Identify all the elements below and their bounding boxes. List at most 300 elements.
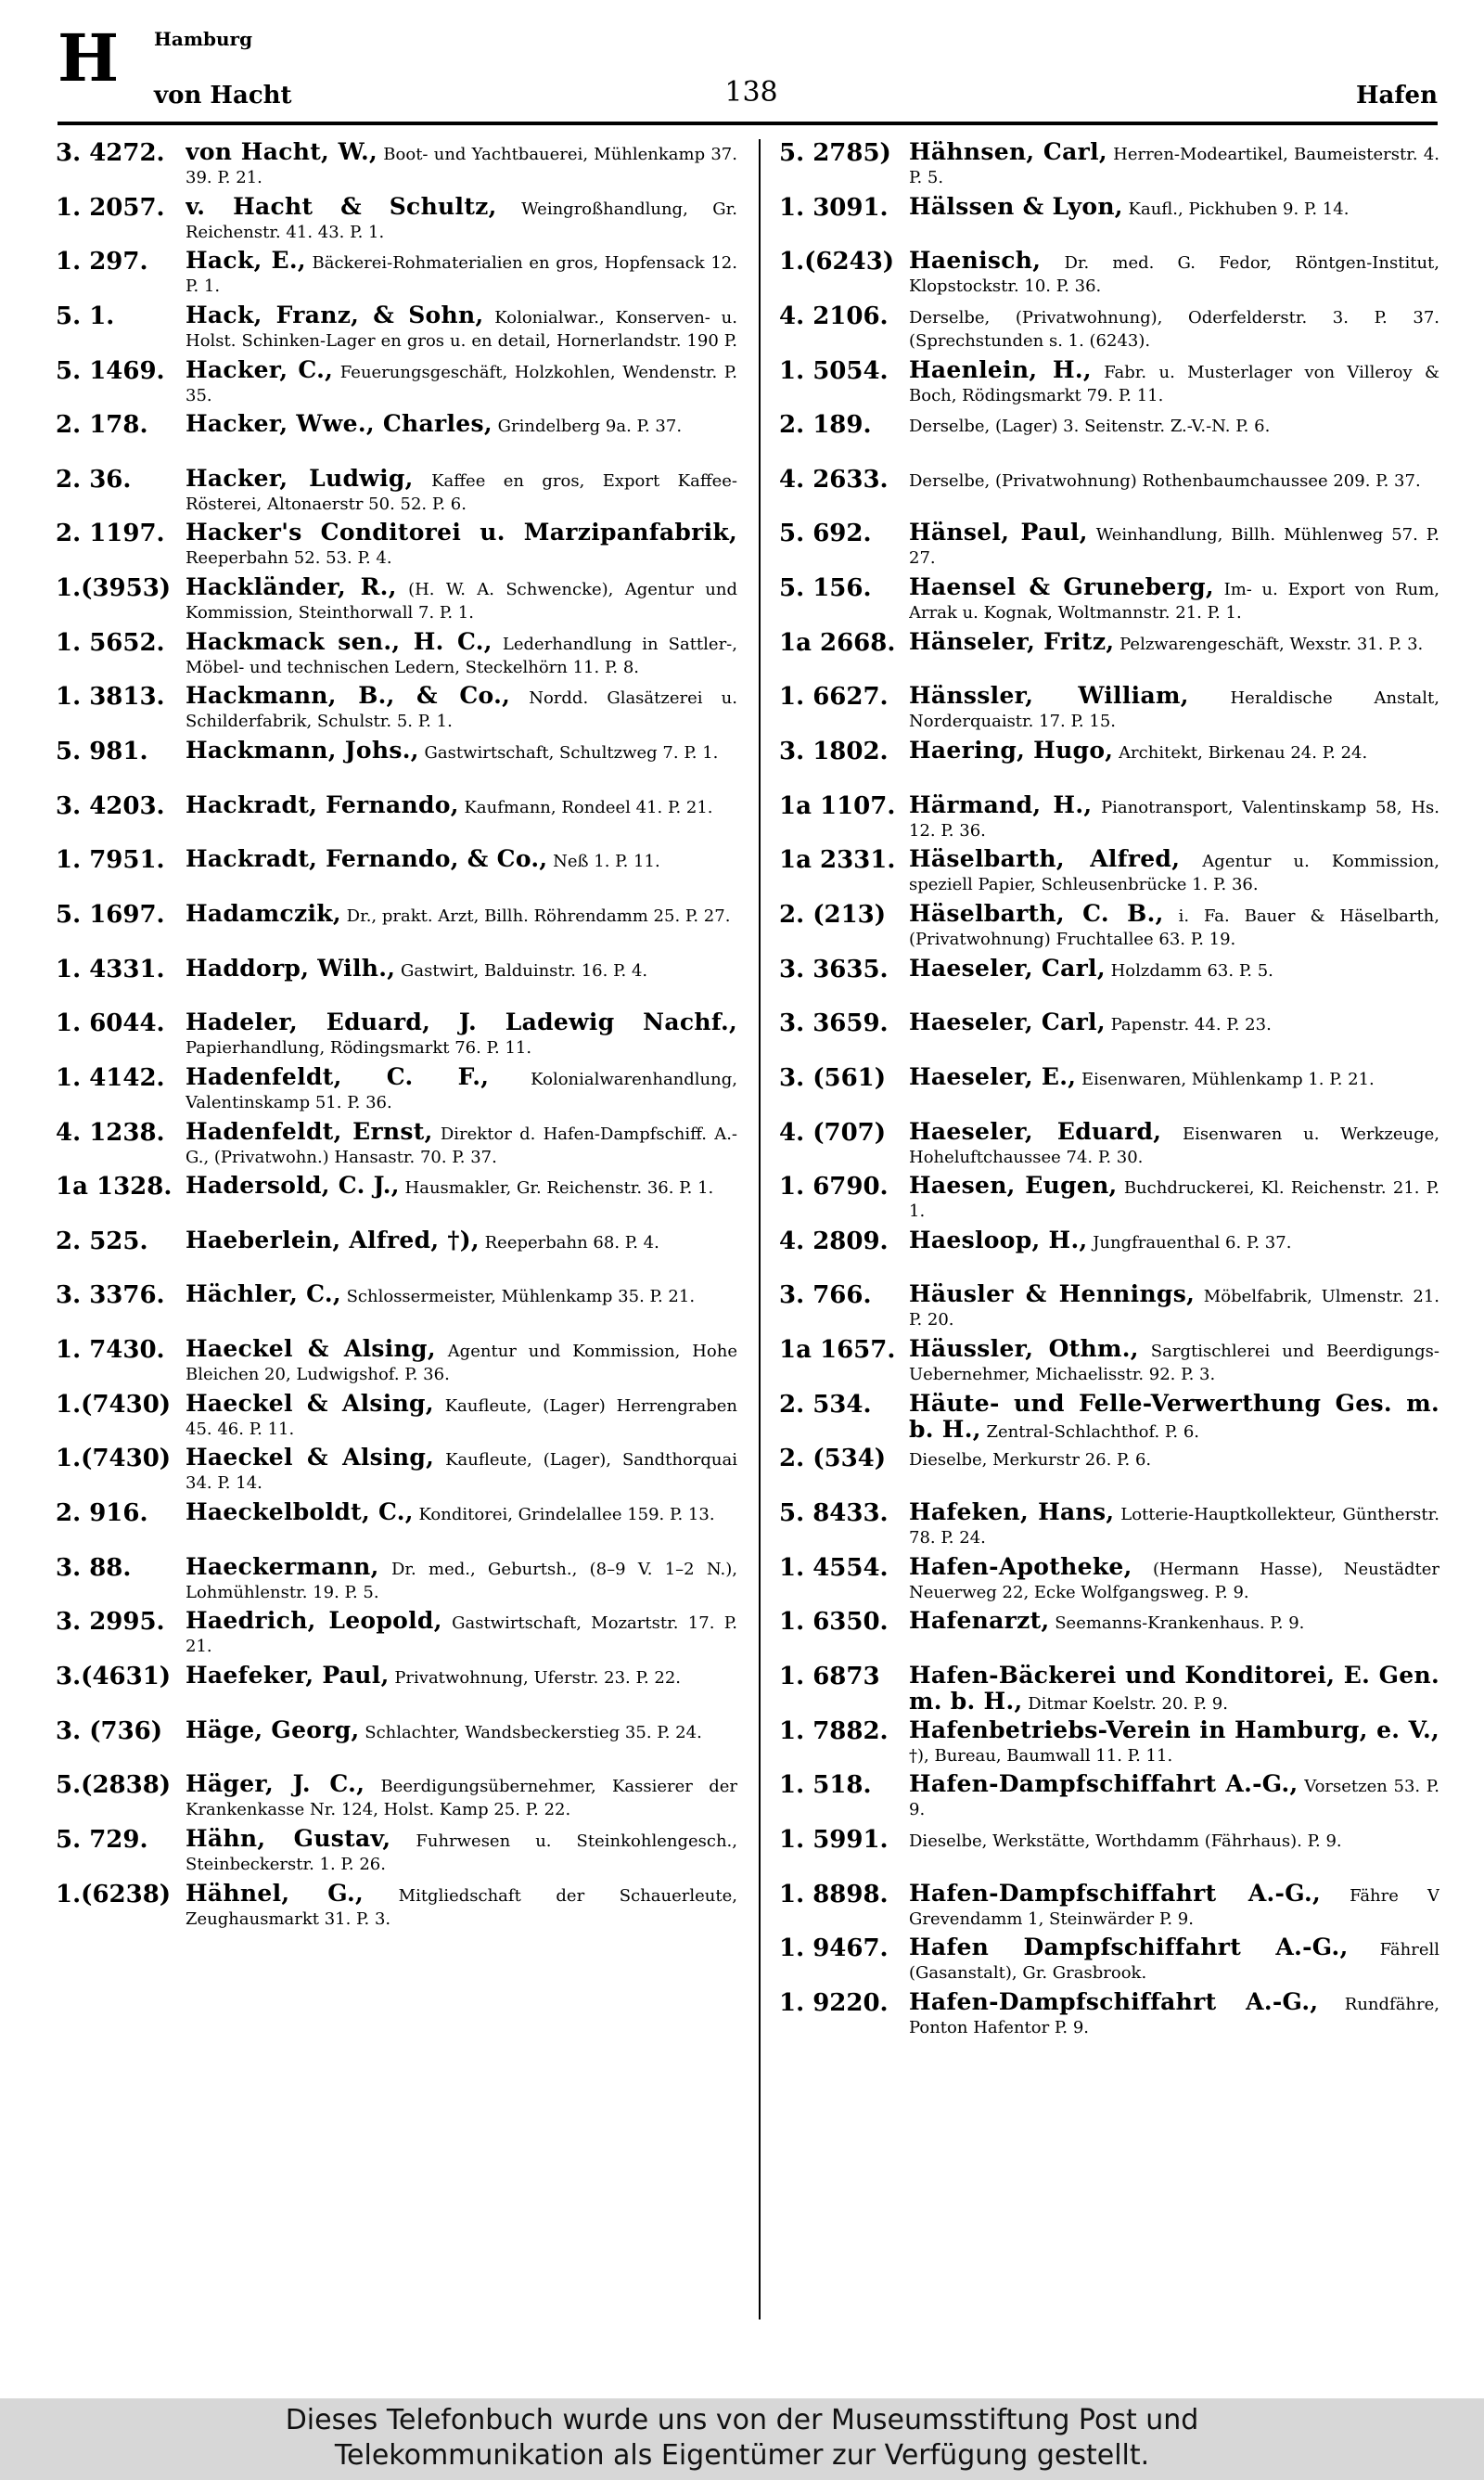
directory-entry <box>779 1062 1439 1117</box>
phone-number: 1. 297. <box>56 248 148 276</box>
subscriber-name: Haeckelboldt, C., <box>186 1500 414 1526</box>
directory-entry <box>56 355 737 410</box>
directory-entry <box>779 1171 1439 1226</box>
directory-entry <box>56 844 737 899</box>
phone-number: 3. 1802. <box>779 738 889 766</box>
subscriber-name: Haesloop, H., <box>909 1227 1088 1253</box>
subscriber-details: Sargtischlerei und Beerdigungs-Uebernehmer, Michaelisstr. 92. P. 3. <box>909 1342 1439 1385</box>
subscriber-details: Reeperbahn 52. 53. P. 4. <box>186 548 392 569</box>
directory-entry <box>56 736 737 790</box>
directory-entry <box>56 1661 737 1715</box>
subscriber-name: Hänssler, William, <box>909 684 1189 710</box>
subscriber-details: Gastwirtschaft, Schultzweg 7. P. 1. <box>424 743 719 764</box>
phone-number: 5. 1469. <box>56 356 165 385</box>
phone-number: 2. 525. <box>56 1227 148 1255</box>
subscriber-details: Direktor d. Hafen-Dampfschiff. A.-G., (Privatwohn.) Hansastr. 70. P. 37. <box>186 1124 737 1167</box>
subscriber-details: Bäckerei-Rohmaterialien en gros, Hopfensack 12. P. 1. <box>186 253 737 297</box>
entry-text <box>186 1446 737 1495</box>
entry-text <box>909 1882 1439 1931</box>
phone-number: 5. 8433. <box>779 1499 889 1528</box>
phone-number: 1. 518. <box>779 1771 872 1800</box>
directory-entry <box>779 736 1439 790</box>
entry-text <box>909 1555 1439 1604</box>
phone-number: 1. 2057. <box>56 193 165 222</box>
phone-number: 2. 36. <box>56 465 132 494</box>
entry-text <box>186 1392 737 1441</box>
subscriber-details: Weinhandlung, Billh. Mühlenweg 57. P. 27. <box>909 525 1439 569</box>
entry-text <box>909 1772 1439 1821</box>
phone-number: 1a 1657. <box>779 1336 896 1365</box>
directory-entry <box>779 899 1439 954</box>
subscriber-details: Fabr. u. Musterlager von Villeroy & Boch, Rödingsmarkt 79. P. 11. <box>909 362 1439 405</box>
entry-text <box>909 1392 1439 1442</box>
entry-text <box>909 847 1439 896</box>
subscriber-details: Im- u. Export von Rum, Arrak u. Kognak, Woltmannstr. 21. P. 1. <box>909 580 1439 623</box>
subscriber-details: Privatwohnung, Uferstr. 23. P. 22. <box>394 1667 682 1688</box>
subscriber-name: Hänsel, Paul, <box>909 520 1088 546</box>
subscriber-details: Holzdamm 63. P. 5. <box>1110 960 1273 981</box>
subscriber-details: Kolonialwarenhandlung, Valentinskamp 51. P. 36. <box>186 1069 737 1112</box>
phone-number: 4. 2809. <box>779 1227 889 1255</box>
subscriber-name: Haeseler, Eduard, <box>909 1119 1162 1145</box>
directory-entry <box>56 1497 737 1552</box>
directory-entry <box>56 1879 737 1934</box>
subscriber-name: Hackmann, B., & Co., <box>186 684 511 710</box>
directory-entry <box>56 1824 737 1879</box>
subscriber-details: Dieselbe, Merkurstr 26. P. 6. <box>909 1450 1152 1471</box>
subscriber-name: Häusler & Hennings, <box>909 1282 1196 1308</box>
phone-number: 1. 7882. <box>779 1716 889 1745</box>
phone-number: 1a 2668. <box>779 628 896 657</box>
entry-text <box>909 1174 1439 1223</box>
subscriber-name: Hack, E., <box>186 249 306 275</box>
directory-entry <box>56 1279 737 1334</box>
phone-number: 1a 2331. <box>779 846 896 875</box>
entry-text <box>186 303 737 353</box>
subscriber-name: Hacker, Wwe., Charles, <box>186 412 493 438</box>
subscriber-details: Lotterie-Hauptkollekteur, Güntherstr. 78. P. 24. <box>909 1505 1439 1548</box>
subscriber-name: Haeckel & Alsing, <box>186 1391 434 1417</box>
entry-text <box>186 739 737 765</box>
directory-entry <box>56 1008 737 1062</box>
entry-text <box>186 467 737 516</box>
entry-text <box>186 358 737 407</box>
entry-text <box>186 1664 737 1690</box>
page-number: 138 <box>724 76 778 109</box>
footer-line-2: Telekommunikation als Eigentümer zur Verfügung gestellt. <box>334 2439 1150 2472</box>
entry-text <box>909 902 1439 951</box>
subscriber-name: Haenlein, H., <box>909 357 1092 383</box>
subscriber-name: Hafenbetriebs-Verein in Hamburg, e. V., <box>909 1717 1439 1743</box>
directory-entry <box>779 518 1439 572</box>
entry-text <box>909 1827 1439 1853</box>
subscriber-name: Hackmann, Johs., <box>186 739 419 765</box>
directory-entry <box>779 1117 1439 1172</box>
directory-entry <box>56 790 737 845</box>
subscriber-name: Häge, Georg, <box>186 1717 360 1743</box>
subscriber-details: Herren-Modeartikel, Baumeisterstr. 4. P. 5. <box>909 145 1439 187</box>
subscriber-name: Haeckermann, <box>186 1554 379 1580</box>
subscriber-details: Gastwirtschaft, Mozartstr. 17. P. 21. <box>186 1613 737 1657</box>
phone-number: 1. 6627. <box>779 683 889 712</box>
subscriber-details: Heraldische Anstalt, Norderquaistr. 17. P. 15. <box>909 688 1439 732</box>
entry-text <box>186 1120 737 1169</box>
subscriber-details: Fährell (Gasanstalt), Gr. Grasbrook. <box>909 1940 1439 1984</box>
entry-text <box>909 412 1439 438</box>
entry-text <box>186 1718 737 1744</box>
subscriber-details: i. Fa. Bauer & Häselbarth, (Privatwohnung) Fruchtallee 63. P. 19. <box>909 906 1439 949</box>
phone-number: 1. 3091. <box>779 193 889 222</box>
entry-text <box>909 1500 1439 1549</box>
subscriber-name: Häger, J. C., <box>186 1772 365 1798</box>
entry-text <box>909 1446 1439 1471</box>
subscriber-details: Fähre V Grevendamm 1, Steinwärder P. 9. <box>909 1885 1439 1929</box>
section-letter: H <box>58 19 120 96</box>
directory-entry <box>56 518 737 572</box>
entry-text <box>909 793 1439 842</box>
phone-number: 1.(7430) <box>56 1390 172 1419</box>
entry-text <box>909 1228 1439 1254</box>
subscriber-name: Hächler, C., <box>186 1282 341 1308</box>
subscriber-name: Hafen-Dampfschiffahrt A.-G., <box>909 1881 1321 1907</box>
subscriber-details: Dieselbe, Werkstätte, Worthdamm (Fährhaus). P. 9. <box>909 1831 1342 1851</box>
subscriber-name: Häselbarth, Alfred, <box>909 847 1181 873</box>
subscriber-details: Gastwirt, Balduinstr. 16. P. 4. <box>400 960 648 981</box>
directory-entry <box>56 954 737 1009</box>
directory-entry <box>779 1824 1439 1879</box>
phone-number: 5.(2838) <box>56 1771 172 1800</box>
directory-entry <box>779 627 1439 682</box>
left-column <box>56 137 737 1933</box>
directory-entry <box>56 572 737 627</box>
entry-text <box>909 520 1439 570</box>
footer-banner <box>0 2398 1484 2480</box>
subscriber-details: Rundfähre, Ponton Hafentor P. 9. <box>909 1994 1439 2037</box>
directory-entry <box>779 954 1439 1009</box>
phone-number: 3.(4631) <box>56 1662 172 1690</box>
subscriber-details: Hausmakler, Gr. Reichenstr. 36. P. 1. <box>404 1178 714 1199</box>
subscriber-details: Kaufleute, (Lager) Herrengraben 45. 46. P. 11. <box>186 1395 737 1439</box>
subscriber-name: Hadamczik, <box>186 901 341 927</box>
subscriber-name: Haefeker, Paul, <box>186 1663 390 1689</box>
phone-number: 1. 6790. <box>779 1173 889 1201</box>
subscriber-details: Pelzwarengeschäft, Wexstr. 31. P. 3. <box>1119 634 1424 654</box>
directory-entry <box>56 1334 737 1389</box>
directory-entry <box>779 1606 1439 1661</box>
entry-text <box>909 467 1439 493</box>
phone-number: 1. 9220. <box>779 1988 889 2017</box>
phone-number: 1. 5991. <box>779 1825 889 1854</box>
directory-entry <box>56 1552 737 1607</box>
subscriber-name: Hackländer, R., <box>186 575 397 601</box>
city-name: Hamburg <box>154 28 253 50</box>
phone-number: 2. 178. <box>56 411 148 440</box>
subscriber-name: Haering, Hugo, <box>909 739 1114 765</box>
directory-entry <box>56 246 737 301</box>
phone-number: 3. 3376. <box>56 1281 165 1310</box>
entry-text <box>909 630 1439 656</box>
entry-text <box>909 1337 1439 1386</box>
directory-entry <box>779 1933 1439 1987</box>
subscriber-details: Feuerungsgeschäft, Holzkohlen, Wendenstr. P. 35. <box>186 362 737 405</box>
phone-number: 4. 1238. <box>56 1118 165 1147</box>
phone-number: 1.(6238) <box>56 1880 172 1908</box>
subscriber-name: Haeckel & Alsing, <box>186 1337 436 1363</box>
entry-text <box>186 412 737 438</box>
entry-text <box>909 739 1439 765</box>
subscriber-details: Agentur u. Kommission, speziell Papier, Schleusenbrücke 1. P. 36. <box>909 852 1439 895</box>
subscriber-details: (Hermann Hasse), Neustädter Neuerweg 22, Ecke Wolfgangsweg. P. 9. <box>909 1559 1439 1602</box>
entry-text <box>909 1010 1439 1036</box>
subscriber-details: Derselbe, (Privatwohnung) Rothenbaumchaussee 209. P. 37. <box>909 470 1421 491</box>
entry-text <box>186 1065 737 1114</box>
subscriber-details: Jungfrauenthal 6. P. 37. <box>1093 1232 1292 1253</box>
subscriber-name: Hadeler, Eduard, J. Ladewig Nachf., <box>186 1010 737 1036</box>
entry-text <box>909 1120 1439 1169</box>
footer-line-1: Dieses Telefonbuch wurde uns von der Museumsstiftung Post und <box>285 2404 1199 2436</box>
subscriber-details: Weingroßhandlung, Gr. Reichenstr. 41. 43. P. 1. <box>186 199 737 242</box>
subscriber-details: Kaffee en gros, Export Kaffee-Rösterei, Altonaerstr 50. 52. P. 6. <box>186 470 737 514</box>
directory-entry <box>779 1279 1439 1334</box>
directory-entry <box>779 192 1439 247</box>
directory-entry <box>56 464 737 519</box>
phone-number: 1. 5652. <box>56 628 165 657</box>
phone-number: 5. 692. <box>779 520 872 548</box>
directory-entry <box>779 409 1439 464</box>
phone-number: 4. 2106. <box>779 302 889 330</box>
directory-entry <box>779 1879 1439 1934</box>
subscriber-details: Seemanns-Krankenhaus. P. 9. <box>1055 1613 1305 1634</box>
subscriber-details: Dr., prakt. Arzt, Billh. Röhrendamm 25. P. 27. <box>346 906 731 926</box>
phone-number: 2. 534. <box>779 1390 872 1419</box>
phone-number: 5. 981. <box>56 738 148 766</box>
entry-text <box>186 520 737 570</box>
phone-number: 1a 1107. <box>779 791 896 820</box>
phone-number: 2. 916. <box>56 1499 148 1528</box>
entry-text <box>186 1609 737 1658</box>
subscriber-details: Lederhandlung in Sattler-, Möbel- und technischen Ledern, Steckelhörn 11. P. 8. <box>186 634 737 677</box>
entry-text <box>186 195 737 244</box>
directory-entry <box>779 137 1439 192</box>
entry-text <box>909 1718 1439 1767</box>
phone-number: 5. 2785) <box>779 139 891 167</box>
subscriber-details: Schlossermeister, Mühlenkamp 35. P. 21. <box>346 1287 696 1307</box>
entry-text <box>909 1282 1439 1331</box>
phone-number: 1a 1328. <box>56 1173 173 1201</box>
subscriber-details: Kolonialwar., Konserven- u. Holst. Schinken-Lager en gros u. en detail, Hornerlandstr. 190 P. <box>186 307 737 351</box>
phone-number: 1.(3953) <box>56 574 172 603</box>
phone-number: 3. 4203. <box>56 791 165 820</box>
subscriber-name: Hacker, Ludwig, <box>186 466 414 492</box>
phone-number: 5. 1. <box>56 302 115 330</box>
subscriber-details: Buchdruckerei, Kl. Reichenstr. 21. P. 1. <box>909 1178 1439 1222</box>
phone-number: 3. (736) <box>56 1716 163 1745</box>
entry-text <box>909 1935 1439 1985</box>
subscriber-name: Haesen, Eugen, <box>909 1174 1118 1200</box>
subscriber-name: Hafenarzt, <box>909 1609 1050 1635</box>
phone-number: 2. 1197. <box>56 520 165 548</box>
directory-entry <box>56 1117 737 1172</box>
subscriber-details: Derselbe, (Lager) 3. Seitenstr. Z.-V.-N. P. 6. <box>909 417 1271 437</box>
subscriber-name: Haedrich, Leopold, <box>186 1609 442 1635</box>
directory-entry <box>56 301 737 355</box>
phone-number: 4. (707) <box>779 1118 887 1147</box>
subscriber-details: Vorsetzen 53. P. 9. <box>909 1777 1439 1820</box>
subscriber-details: Reeperbahn 68. P. 4. <box>484 1232 659 1253</box>
entry-text <box>909 358 1439 407</box>
entry-text <box>186 793 737 819</box>
phone-number: 3. 3659. <box>779 1009 889 1038</box>
directory-entry <box>779 301 1439 355</box>
entry-text <box>909 303 1439 353</box>
phone-number: 5. 156. <box>779 574 872 603</box>
phone-number: 3. 766. <box>779 1281 872 1310</box>
directory-entry <box>779 1226 1439 1280</box>
directory-entry <box>56 681 737 736</box>
phone-number: 5. 729. <box>56 1825 148 1854</box>
directory-entry <box>779 464 1439 519</box>
subscriber-name: Haeseler, Carl, <box>909 1010 1106 1036</box>
entry-text <box>186 1228 737 1254</box>
directory-entry <box>56 627 737 682</box>
directory-entry <box>56 1389 737 1444</box>
entry-text <box>186 1010 737 1060</box>
subscriber-details: Papenstr. 44. P. 23. <box>1110 1015 1272 1035</box>
directory-entry <box>56 192 737 247</box>
header-rule <box>58 122 1438 125</box>
phone-number: 1. 6873 <box>779 1662 880 1690</box>
subscriber-name: Hackradt, Fernando, <box>186 792 459 818</box>
entry-text <box>186 902 737 928</box>
directory-entry <box>56 1226 737 1280</box>
directory-entry <box>779 1443 1439 1497</box>
subscriber-name: Hadenfeldt, C. F., <box>186 1064 490 1090</box>
subscriber-details: Dr. med. G. Fedor, Röntgen-Institut, Klopstockstr. 10. P. 36. <box>909 253 1439 297</box>
subscriber-name: Hadenfeldt, Ernst, <box>186 1119 433 1145</box>
directory-entry <box>56 899 737 954</box>
subscriber-name: Hacker's Conditorei u. Marzipanfabrik, <box>186 520 737 546</box>
column-divider <box>759 139 761 2319</box>
entry-text <box>909 1664 1439 1714</box>
phone-number: 1. 8898. <box>779 1880 889 1908</box>
entry-text <box>186 1827 737 1876</box>
directory-entry <box>779 1008 1439 1062</box>
subscriber-name: v. Hacht & Schultz, <box>186 194 497 220</box>
directory-entry <box>779 790 1439 845</box>
phone-number: 2. (213) <box>779 900 887 929</box>
first-entry-heading: von Hacht <box>154 82 292 109</box>
subscriber-details: Architekt, Birkenau 24. P. 24. <box>1119 743 1368 764</box>
subscriber-details: Grindelberg 9a. P. 37. <box>497 417 683 437</box>
subscriber-details: Ditmar Koelstr. 20. P. 9. <box>1028 1693 1228 1714</box>
entry-text <box>909 1990 1439 2039</box>
directory-entry <box>779 572 1439 627</box>
directory-entry <box>779 1497 1439 1552</box>
entry-text <box>909 195 1439 221</box>
entry-text <box>186 1282 737 1308</box>
subscriber-name: Hänseler, Fritz, <box>909 629 1115 655</box>
directory-entry <box>56 1171 737 1226</box>
subscriber-name: Haenisch, <box>909 249 1042 275</box>
subscriber-name: Hadersold, C. J., <box>186 1174 400 1200</box>
phone-number: 3. 3635. <box>779 955 889 983</box>
entry-text <box>186 1555 737 1604</box>
directory-entry <box>779 1661 1439 1715</box>
subscriber-name: Hähnel, G., <box>186 1881 365 1907</box>
entry-text <box>909 957 1439 983</box>
subscriber-details: Kaufleute, (Lager), Sandthorquai 34. P. 14. <box>186 1450 737 1494</box>
subscriber-name: Hafen-Dampfschiffahrt A.-G., <box>909 1989 1319 2015</box>
subscriber-name: Hälssen & Lyon, <box>909 194 1123 220</box>
directory-entry <box>779 844 1439 899</box>
directory-entry <box>779 1987 1439 2042</box>
phone-number: 3. 2995. <box>56 1608 165 1637</box>
entry-text <box>186 847 737 873</box>
entry-text <box>186 249 737 298</box>
subscriber-name: Hafen Dampfschiffahrt A.-G., <box>909 1935 1349 1961</box>
subscriber-name: Hackradt, Fernando, & Co., <box>186 847 548 873</box>
entry-text <box>909 684 1439 733</box>
entry-text <box>186 1337 737 1386</box>
entry-text <box>186 575 737 624</box>
phone-number: 3. 4272. <box>56 139 165 167</box>
subscriber-name: Haddorp, Wilh., <box>186 956 396 982</box>
phone-number: 3. (561) <box>779 1063 887 1092</box>
phone-number: 1. 9467. <box>779 1934 889 1963</box>
subscriber-name: Häute- und Felle-Verwerthung Ges. m. b. H., <box>909 1391 1439 1442</box>
entry-text <box>909 1065 1439 1091</box>
subscriber-name: Hack, Franz, & Sohn, <box>186 302 484 328</box>
directory-entry <box>779 1715 1439 1770</box>
subscriber-details: Beerdigungsübernehmer, Kassierer der Krankenkasse Nr. 124, Holst. Kamp 25. P. 22. <box>186 1777 737 1820</box>
subscriber-name: Härmand, H., <box>909 792 1093 818</box>
subscriber-details: Möbelfabrik, Ulmenstr. 21. P. 20. <box>909 1287 1439 1330</box>
subscriber-details: Kaufmann, Rondeel 41. P. 21. <box>464 797 713 817</box>
subscriber-name: Haeseler, E., <box>909 1064 1077 1090</box>
entry-text <box>186 1500 737 1526</box>
entry-text <box>186 630 737 679</box>
right-column <box>779 137 1439 2041</box>
phone-number: 1. 5054. <box>779 356 889 385</box>
subscriber-details: †), Bureau, Baumwall 11. P. 11. <box>909 1745 1173 1766</box>
entry-text <box>909 1609 1439 1635</box>
subscriber-name: Häussler, Othm., <box>909 1337 1139 1363</box>
subscriber-details: Dr. med., Geburtsh., (8–9 V. 1–2 N.), Lohmühlenstr. 19. P. 5. <box>186 1559 737 1602</box>
directory-entry <box>779 355 1439 410</box>
subscriber-details: Eisenwaren, Mühlenkamp 1. P. 21. <box>1081 1069 1375 1089</box>
subscriber-details: Mitgliedschaft der Schauerleute, Zeughausmarkt 31. P. 3. <box>186 1885 737 1929</box>
subscriber-details: Boot- und Yachtbauerei, Mühlenkamp 37. 39. P. 21. <box>186 145 737 187</box>
directory-entry <box>779 681 1439 736</box>
entry-text <box>186 140 737 189</box>
entry-text <box>186 1174 737 1200</box>
subscriber-details: Eisenwaren u. Werkzeuge, Hoheluftchaussee 74. P. 30. <box>909 1124 1439 1167</box>
directory-entry <box>779 1552 1439 1607</box>
subscriber-details: Neß 1. P. 11. <box>553 852 660 872</box>
last-entry-heading: Hafen <box>1355 82 1438 109</box>
entry-text <box>909 249 1439 298</box>
subscriber-name: Haeseler, Carl, <box>909 956 1106 982</box>
directory-entry <box>779 1334 1439 1389</box>
subscriber-name: Häselbarth, C. B., <box>909 901 1164 927</box>
directory-entry <box>56 1443 737 1497</box>
phone-number: 1.(7430) <box>56 1445 172 1473</box>
phone-number: 1. 7430. <box>56 1336 165 1365</box>
subscriber-name: Haensel & Gruneberg, <box>909 575 1214 601</box>
subscriber-details: Nordd. Glasätzerei u. Schilderfabrik, Schulstr. 5. P. 1. <box>186 688 737 732</box>
subscriber-name: von Hacht, W., <box>186 140 378 165</box>
directory-entry <box>56 1606 737 1661</box>
